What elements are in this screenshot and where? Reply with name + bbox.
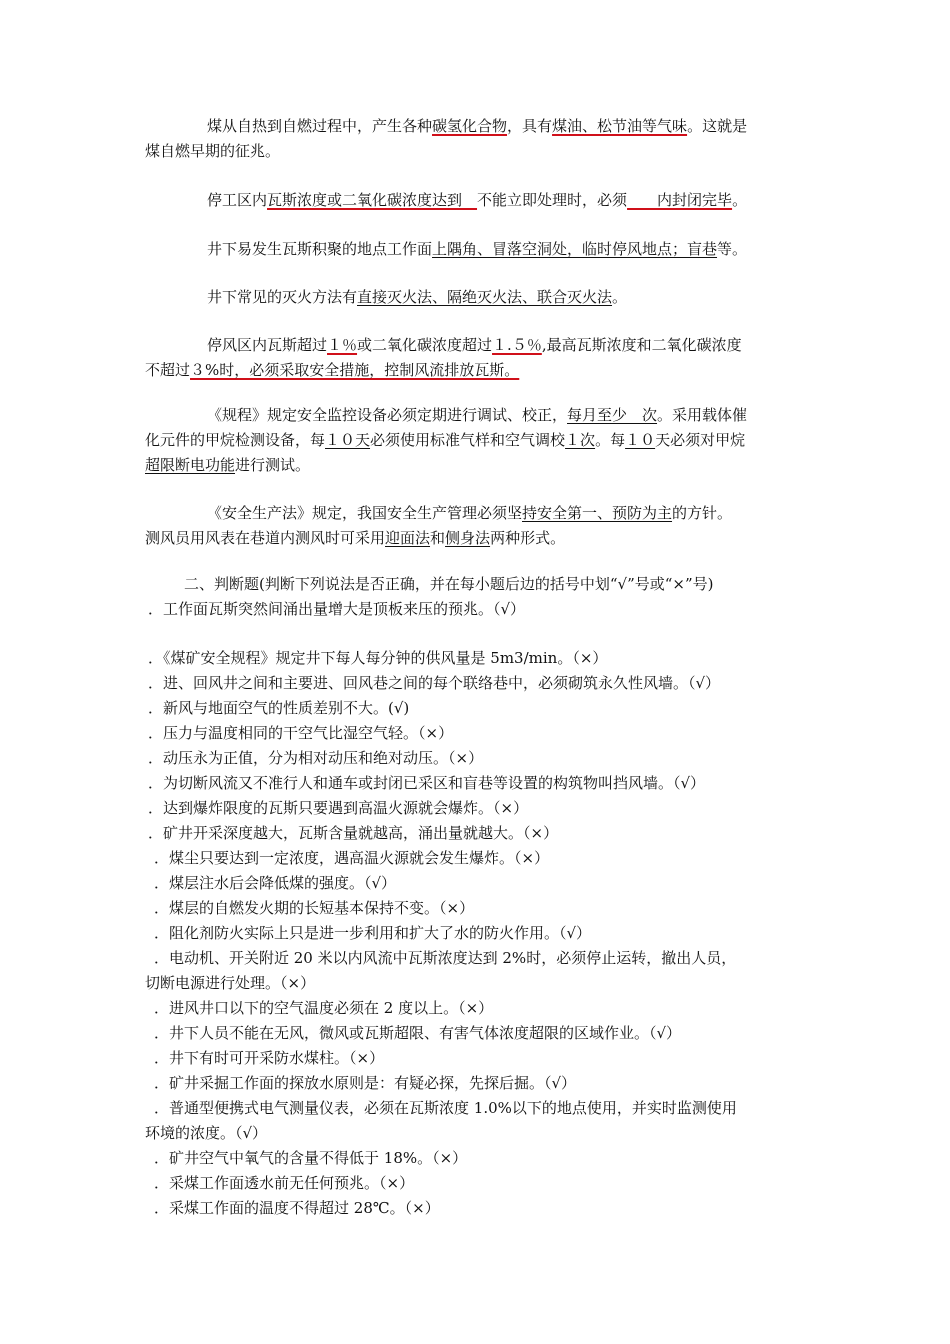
underlined-answer: １次 <box>565 431 596 449</box>
underlined-answer: 每月至少 次 <box>567 406 658 424</box>
underlined-answer: 煤油、松节油等气味 <box>552 117 688 135</box>
text-segment: ，具有 <box>507 117 553 135</box>
fill-paragraph-line <box>145 428 807 453</box>
judgement-item: ．达到爆炸限度的瓦斯只要遇到高温火源就会爆炸。（×） <box>148 799 529 817</box>
judgement-item: ．矿井开采深度越大，瓦斯含量就越高，涌出量就越大。（×） <box>148 824 559 842</box>
judgement-item: ．普通型便携式电气测量仪表，必须在瓦斯浓度 1.0%以下的地点使用，并实时监测使用 <box>154 1099 737 1117</box>
judgement-item: ．电动机、开关附近 20 米以内风流中瓦斯浓度达到 2%时，必须停止运转，撤出人员， <box>154 949 737 967</box>
text-segment: 必须使用标准气样和空气调校 <box>370 431 566 449</box>
underlined-answer: 超限断电功能 <box>145 456 236 474</box>
judgement-item: ．压力与温度相同的干空气比湿空气轻。（×） <box>148 724 454 742</box>
fill-paragraph-line <box>145 139 807 164</box>
fill-paragraph-line <box>145 237 869 262</box>
text-segment: 等。 <box>717 240 748 258</box>
text-segment: 化元件的甲烷检测设备，每 <box>145 431 326 449</box>
text-segment: 煤自燃早期的征兆。 <box>145 142 281 160</box>
underlined-answer: 上隅角、冒落空洞处，临时停风地点；盲巷 <box>432 240 718 258</box>
underlined-answer: 内封闭完毕 <box>627 191 733 209</box>
text-segment: 的方针。 <box>672 504 733 522</box>
judgement-item: ．井下有时可开采防水煤柱。（×） <box>154 1049 385 1067</box>
fill-paragraph-line <box>145 453 807 478</box>
judgement-item: ．矿井空气中氧气的含量不得低于 18%。（×） <box>154 1149 468 1167</box>
judgement-item: ．井下人员不能在无风，微风或瓦斯超限、有害气体浓度超限的区域作业。（√） <box>154 1024 682 1042</box>
judgement-item: ．采煤工作面透水前无任何预兆。（×） <box>154 1174 415 1192</box>
text-segment: 井下易发生瓦斯积聚的地点工作面 <box>207 240 433 258</box>
text-segment: 停风区内瓦斯超过 <box>207 336 328 354</box>
judgement-item: ．工作面瓦斯突然间涌出量增大是顶板来压的预兆。（√） <box>148 600 526 618</box>
text-segment: 《安全生产法》规定，我国安全生产管理必须坚 <box>207 504 523 522</box>
judgement-item: ．进风井口以下的空气温度必须在 2 度以上。（×） <box>154 999 494 1017</box>
text-segment: 。采用载体催 <box>657 406 748 424</box>
judgement-item: ．煤尘只要达到一定浓度，遇高温火源就会发生爆炸。（×） <box>154 849 550 867</box>
text-segment: 《规程》规定安全监控设备必须定期进行调试、校正， <box>207 406 568 424</box>
text-segment: 不能立即处理时，必须 <box>477 191 628 209</box>
fill-paragraph-line <box>145 285 869 310</box>
judgement-item: ．动压永为正值，分为相对动压和绝对动压。（×） <box>148 749 484 767</box>
underlined-answer: １％ <box>327 336 358 354</box>
judgement-item: ．阻化剂防火实际上只是进一步利用和扩大了水的防火作用。（√） <box>154 924 592 942</box>
fill-paragraph-line <box>145 188 869 213</box>
underlined-answer: 侧身法 <box>445 529 491 547</box>
text-segment: 进行测试。 <box>235 456 311 474</box>
judgement-item: ．为切断风流又不准行人和通车或封闭已采区和盲巷等设置的构筑物叫挡风墙。（√） <box>148 774 706 792</box>
fill-paragraph-line <box>145 501 869 526</box>
text-segment: 。每 <box>595 431 626 449</box>
text-segment: 停工区内 <box>207 191 268 209</box>
judgement-item: ．采煤工作面的温度不得超过 28℃。（×） <box>154 1199 440 1217</box>
underlined-answer: 持安全第一、预防为主 <box>522 504 673 522</box>
text-segment: 或二氧化碳浓度超过 <box>357 336 493 354</box>
judgement-item: ．进、回风井之间和主要进、回风巷之间的每个联络巷中，必须砌筑永久性风墙。（√） <box>148 674 721 692</box>
underlined-answer: 碳氢化合物 <box>432 117 508 135</box>
judgement-item: ．煤层注水后会降低煤的强度。（√） <box>154 874 397 892</box>
underlined-answer: １０ <box>625 431 656 449</box>
underlined-answer: ３%时，必须采取安全措施，控制风流排放瓦斯。 <box>190 361 520 379</box>
judgement-item: ．《煤矿安全规程》规定井下每人每分钟的供风量是 5m3/min。（×） <box>148 649 608 667</box>
fill-paragraph-line <box>145 114 869 139</box>
judgement-item: 切断电源进行处理。（×） <box>145 974 316 992</box>
underlined-answer: 迎面法 <box>385 529 431 547</box>
text-segment: 和 <box>430 529 446 547</box>
fill-paragraph-line <box>145 358 807 383</box>
fill-paragraph-line <box>145 333 869 358</box>
text-segment: 。 <box>732 191 748 209</box>
fill-paragraph-line <box>145 403 869 428</box>
judgement-item: ．新风与地面空气的性质差别不大。(√) <box>148 699 410 717</box>
judgement-item: ．矿井采掘工作面的探放水原则是：有疑必探，先探后掘。（√） <box>154 1074 577 1092</box>
underlined-answer: １.５％ <box>492 336 542 354</box>
judgement-item: 环境的浓度。（√） <box>145 1124 268 1142</box>
section-title: 二、判断题(判断下列说法是否正确，并在每小题后边的括号中划“√”号或“×”号) <box>184 575 714 593</box>
text-segment: 。 <box>612 288 628 306</box>
text-segment: 测风员用风表在巷道内测风时可采用 <box>145 529 386 547</box>
text-segment: 两种形式。 <box>490 529 566 547</box>
text-segment: 井下常见的灭火方法有 <box>207 288 358 306</box>
underlined-answer: 瓦斯浓度或二氧化碳浓度达到 <box>267 191 478 209</box>
text-segment: 煤从自热到自燃过程中，产生各种 <box>207 117 433 135</box>
text-segment: 不超过 <box>145 361 191 379</box>
underlined-answer: １０天 <box>325 431 371 449</box>
text-segment: ,最高瓦斯浓度和二氧化碳浓度 <box>541 336 742 354</box>
judgement-item: ．煤层的自燃发火期的长短基本保持不变。（×） <box>154 899 475 917</box>
text-segment: 。这就是 <box>687 117 748 135</box>
fill-paragraph-line <box>145 526 807 551</box>
text-segment: 天必须对甲烷 <box>655 431 746 449</box>
underlined-answer: 直接灭火法、隔绝灭火法、联合灭火法 <box>357 288 613 306</box>
